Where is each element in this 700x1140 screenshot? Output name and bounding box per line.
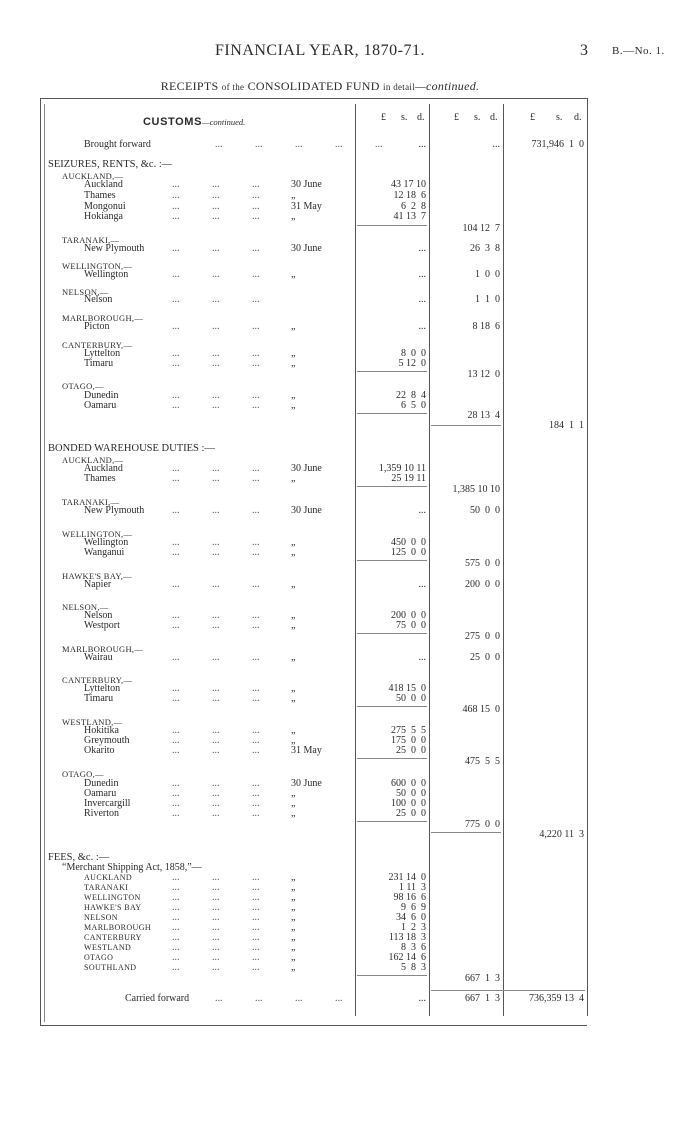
entry-label: Wairau — [84, 652, 113, 663]
subtotal-rule — [357, 371, 427, 372]
amount-col1: 418 15 0 — [388, 683, 426, 694]
entry-label: Nelson — [84, 610, 113, 621]
leader-dots: ... ... ... — [172, 652, 260, 663]
date-cell: „ — [291, 652, 296, 663]
leader-dots: ... ... ... — [172, 620, 260, 631]
subtotal-rule — [357, 225, 427, 226]
date-cell: „ — [291, 942, 296, 953]
entry-label: CANTERBURY — [84, 933, 142, 942]
amount-col1: 9 6 9 — [401, 902, 426, 913]
leader-dots: ... ... ... — [172, 547, 260, 558]
leader-dots: ... ... ... — [172, 882, 260, 893]
amount-col1: 50 0 0 — [396, 693, 426, 704]
entry-label: WESTLAND — [84, 943, 132, 952]
entry-label: MARLBOROUGH — [84, 923, 152, 932]
subtotal-rule — [357, 413, 427, 414]
amount-col1: 125 0 0 — [391, 547, 426, 558]
subtotal-rule — [357, 560, 427, 561]
leader-dots: ... ... ... — [172, 505, 260, 516]
amount-col1: 5 12 0 — [398, 358, 426, 369]
amount-col1: ... — [418, 243, 426, 254]
subtitle-part-d: in detail — [383, 82, 415, 92]
page-title: FINANCIAL YEAR, 1870-71. — [215, 42, 425, 59]
date-cell: „ — [291, 547, 296, 558]
date-cell: „ — [291, 932, 296, 943]
amount-col1: ... — [418, 579, 426, 590]
province-heading: AUCKLAND,— — [62, 455, 124, 465]
date-cell: 30 June — [291, 179, 322, 190]
category-heading: BONDED WAREHOUSE DUTIES :— — [48, 443, 215, 454]
amount-col1: 175 0 0 — [391, 735, 426, 746]
amount-col1: ... — [418, 505, 426, 516]
subtitle-part-a: RECEIPTS — [160, 79, 219, 93]
leader-dots: ... ... ... — [172, 912, 260, 923]
leader-dots: ... ... ... — [172, 808, 260, 819]
date-cell: „ — [291, 620, 296, 631]
category-heading: SEIZURES, RENTS, &c. :— — [48, 159, 173, 170]
date-cell: 30 June — [291, 463, 322, 474]
amount-col1: ... — [418, 139, 426, 150]
province-heading: OTAGO,— — [62, 381, 104, 391]
leader-dots: ... ... ... — [172, 798, 260, 809]
entry-label: NELSON — [84, 913, 118, 922]
date-cell: „ — [291, 872, 296, 883]
date-cell: 31 May — [291, 745, 322, 756]
province-heading: WELLINGTON,— — [62, 529, 133, 539]
amount-col1: 6 2 8 — [401, 201, 426, 212]
entry-label: Hokianga — [84, 211, 123, 222]
date-cell: „ — [291, 902, 296, 913]
subtotal-rule — [357, 706, 427, 707]
amount-col2: 275 0 0 — [465, 631, 500, 642]
amount-col3: 4,220 11 3 — [539, 829, 584, 840]
amount-col2: 26 3 8 — [470, 243, 500, 254]
province-heading: TARANAKI,— — [62, 235, 120, 245]
entry-label: TARANAKI — [84, 883, 129, 892]
leader-dots: ... ... ... — [172, 725, 260, 736]
amount-col1: 75 0 0 — [396, 620, 426, 631]
leader-dots: ... ... ... — [172, 942, 260, 953]
date-cell: „ — [291, 473, 296, 484]
amount-col2: 28 13 4 — [467, 410, 500, 421]
leader-dots: ... ... ... — [172, 902, 260, 913]
entry-label: OTAGO — [84, 953, 114, 962]
amount-col1: 275 5 5 — [391, 725, 426, 736]
amount-col3: 731,946 1 0 — [531, 139, 584, 150]
entry-label: Dunedin — [84, 778, 119, 789]
leader-dots: ... ... ... — [172, 693, 260, 704]
province-heading: WESTLAND,— — [62, 717, 123, 727]
subtotal-rule — [357, 758, 427, 759]
amount-col1: 6 5 0 — [401, 400, 426, 411]
entry-label: Auckland — [84, 463, 123, 474]
province-heading: MARLBOROUGH,— — [62, 313, 144, 323]
col3-shillings: s. — [556, 112, 563, 123]
province-heading: HAWKE'S BAY,— — [62, 571, 132, 581]
entry-label: Wellington — [84, 269, 129, 280]
entry-label: Riverton — [84, 808, 119, 819]
date-cell: „ — [291, 922, 296, 933]
entry-label: Thames — [84, 190, 116, 201]
province-heading: NELSON,— — [62, 287, 109, 297]
amount-col1: 98 16 6 — [393, 892, 426, 903]
subtitle-part-b: of the — [221, 82, 245, 92]
entry-label: AUCKLAND — [84, 873, 133, 882]
subtitle-part-c: CONSOLIDATED FUND — [247, 79, 380, 93]
entry-label: Mongonui — [84, 201, 126, 212]
subtotal-rule — [357, 975, 427, 976]
leader-dots: ... ... ... — [172, 463, 260, 474]
amount-col1: 450 0 0 — [391, 537, 426, 548]
amount-col2: 468 15 0 — [462, 704, 500, 715]
leader-dots: ... ... ... — [172, 872, 260, 883]
column-rule-1 — [355, 104, 356, 1016]
leader-dots: ... ... ... — [172, 735, 260, 746]
entry-label: Napier — [84, 579, 112, 590]
date-cell: „ — [291, 952, 296, 963]
table-left-border — [40, 98, 41, 1026]
col1-pence: d. — [417, 112, 425, 123]
table-right-border — [587, 98, 588, 1016]
province-heading: CANTERBURY,— — [62, 340, 133, 350]
amount-col1: 1 11 3 — [398, 882, 426, 893]
date-cell: 30 June — [291, 505, 322, 516]
province-heading: CANTERBURY,— — [62, 675, 133, 685]
amount-col2: 25 0 0 — [470, 652, 500, 663]
inner-left-rule — [44, 104, 45, 1022]
amount-col2: 104 12 7 — [462, 223, 500, 234]
document-reference: B.—No. 1. — [612, 45, 665, 57]
entry-label: Lyttelton — [84, 683, 121, 694]
amount-col1: 25 19 11 — [391, 473, 426, 484]
date-cell: „ — [291, 211, 296, 222]
entry-label: “Merchant Shipping Act, 1858,”— — [62, 862, 202, 873]
leader-dots: ... ... ... — [172, 390, 260, 401]
entry-label: Westport — [84, 620, 120, 631]
amount-col1: 41 13 7 — [393, 211, 426, 222]
entry-label: Oamaru — [84, 788, 117, 799]
col2-pounds: £ — [454, 112, 459, 123]
subtotal-rule — [357, 821, 427, 822]
leader-dots: ... ... ... — [172, 294, 260, 305]
province-heading: MARLBOROUGH,— — [62, 644, 144, 654]
amount-col1: 1 2 3 — [401, 922, 426, 933]
col1-pounds: £ — [381, 112, 386, 123]
leader-dots: ... ... ... — [172, 321, 260, 332]
leader-dots: ... ... ... — [172, 952, 260, 963]
leader-dots: ... ... ... — [172, 211, 260, 222]
entry-label: Nelson — [84, 294, 113, 305]
leader-dots: ... ... ... ... ... — [215, 139, 383, 150]
amount-col1: ... — [418, 269, 426, 280]
col2-pence: d. — [490, 112, 498, 123]
province-heading: TARANAKI,— — [62, 497, 120, 507]
amount-col1: 43 17 10 — [391, 179, 426, 190]
entry-label: Oamaru — [84, 400, 117, 411]
amount-col3: 736,359 13 4 — [529, 993, 584, 1004]
entry-label: Picton — [84, 321, 110, 332]
amount-col1: ... — [418, 321, 426, 332]
entry-label: WELLINGTON — [84, 893, 141, 902]
date-cell: „ — [291, 321, 296, 332]
date-cell: „ — [291, 348, 296, 359]
col1-shillings: s. — [401, 112, 408, 123]
entry-label: HAWKE'S BAY — [84, 903, 142, 912]
date-cell: „ — [291, 735, 296, 746]
amount-col2: 50 0 0 — [470, 505, 500, 516]
entry-label: Okarito — [84, 745, 115, 756]
date-cell: „ — [291, 390, 296, 401]
province-heading: NELSON,— — [62, 602, 109, 612]
amount-col1: 113 18 3 — [388, 932, 426, 943]
date-cell: „ — [291, 798, 296, 809]
leader-dots: ... ... ... — [172, 190, 260, 201]
entry-label: Thames — [84, 473, 116, 484]
subtotal-rule — [431, 425, 501, 426]
date-cell: „ — [291, 962, 296, 973]
subtitle-part-e: —continued. — [415, 79, 480, 93]
date-cell: „ — [291, 788, 296, 799]
amount-col1: 22 8 4 — [396, 390, 426, 401]
date-cell: „ — [291, 912, 296, 923]
amount-col1: ... — [418, 652, 426, 663]
amount-col1: ... — [418, 294, 426, 305]
date-cell: „ — [291, 269, 296, 280]
amount-col2: 200 0 0 — [465, 579, 500, 590]
date-cell: „ — [291, 693, 296, 704]
date-cell: „ — [291, 725, 296, 736]
amount-col2: 13 12 0 — [467, 369, 500, 380]
leader-dots: ... ... ... — [172, 745, 260, 756]
entry-label: Greymouth — [84, 735, 130, 746]
amount-col2: 667 1 3 — [465, 973, 500, 984]
leader-dots: ... ... ... — [172, 610, 260, 621]
col2-shillings: s. — [474, 112, 481, 123]
province-heading: AUCKLAND,— — [62, 171, 124, 181]
amount-col1: 8 3 6 — [401, 942, 426, 953]
leader-dots: ... ... ... — [172, 179, 260, 190]
amount-col2: 1,385 10 10 — [452, 484, 500, 495]
amount-col2: 575 0 0 — [465, 558, 500, 569]
leader-dots: ... ... ... — [172, 788, 260, 799]
column-rule-2 — [429, 104, 430, 1016]
table-bottom-rule — [40, 1025, 587, 1026]
leader-dots: ... ... ... — [172, 358, 260, 369]
leader-dots: ... ... ... — [172, 269, 260, 280]
amount-col2: 8 18 6 — [472, 321, 500, 332]
amount-col2: 775 0 0 — [465, 819, 500, 830]
section-heading-note: —continued. — [202, 117, 246, 127]
amount-col1: 231 14 0 — [388, 872, 426, 883]
amount-col1: 25 0 0 — [396, 808, 426, 819]
leader-dots: ... ... ... — [172, 892, 260, 903]
entry-label: Wanganui — [84, 547, 125, 558]
entry-label: Timaru — [84, 693, 114, 704]
page-number: 3 — [580, 42, 589, 59]
amount-col1: 200 0 0 — [391, 610, 426, 621]
amount-col1: 600 0 0 — [391, 778, 426, 789]
date-cell: „ — [291, 537, 296, 548]
entry-label: Hokitika — [84, 725, 119, 736]
date-cell: „ — [291, 610, 296, 621]
leader-dots: ... ... ... — [172, 201, 260, 212]
amount-col1: 12 18 6 — [393, 190, 426, 201]
amount-col1: 162 14 6 — [388, 952, 426, 963]
province-heading: WELLINGTON,— — [62, 261, 133, 271]
table-top-rule — [40, 98, 587, 99]
amount-col2: 1 1 0 — [475, 294, 500, 305]
entry-label: Brought forward — [84, 139, 151, 150]
date-cell: 31 May — [291, 201, 322, 212]
date-cell: „ — [291, 683, 296, 694]
entry-label: Lyttelton — [84, 348, 121, 359]
entry-label: Carried forward — [125, 993, 190, 1004]
entry-label: New Plymouth — [84, 243, 145, 254]
date-cell: 30 June — [291, 243, 322, 254]
amount-col1: 100 0 0 — [391, 798, 426, 809]
subtotal-rule — [431, 832, 501, 833]
entry-label: Timaru — [84, 358, 114, 369]
leader-dots: ... ... ... — [172, 683, 260, 694]
amount-col2: 475 5 5 — [465, 756, 500, 767]
leader-dots: ... ... ... — [172, 243, 260, 254]
leader-dots: ... ... ... — [172, 962, 260, 973]
leader-dots: ... ... ... — [172, 537, 260, 548]
amount-col2: ... — [492, 139, 500, 150]
amount-col1: 25 0 0 — [396, 745, 426, 756]
entry-label: New Plymouth — [84, 505, 145, 516]
entry-label: SOUTHLAND — [84, 963, 137, 972]
amount-col2: 1 0 0 — [475, 269, 500, 280]
date-cell: „ — [291, 190, 296, 201]
leader-dots: ... ... ... — [172, 932, 260, 943]
leader-dots: ... ... ... — [172, 348, 260, 359]
amount-col1: 8 0 0 — [401, 348, 426, 359]
date-cell: „ — [291, 808, 296, 819]
entry-label: Wellington — [84, 537, 129, 548]
amount-col3: 184 1 1 — [549, 420, 584, 431]
entry-label: Auckland — [84, 179, 123, 190]
entry-label: Dunedin — [84, 390, 119, 401]
leader-dots: ... ... ... — [172, 473, 260, 484]
col3-pounds: £ — [530, 112, 535, 123]
subtotal-rule — [431, 990, 585, 991]
table-subtitle — [0, 79, 640, 94]
column-rule-3 — [503, 104, 504, 1016]
subtotal-rule — [357, 633, 427, 634]
amount-col1: 50 0 0 — [396, 788, 426, 799]
date-cell: „ — [291, 892, 296, 903]
col3-pence: d. — [574, 112, 582, 123]
amount-col1: 5 8 3 — [401, 962, 426, 973]
category-heading: FEES, &c. :— — [48, 852, 110, 863]
date-cell: „ — [291, 400, 296, 411]
section-heading: CUSTOMS—continued. — [143, 116, 246, 128]
subtotal-rule — [357, 486, 427, 487]
date-cell: „ — [291, 882, 296, 893]
leader-dots: ... ... ... — [172, 579, 260, 590]
leader-dots: ... ... ... ... — [215, 993, 343, 1004]
leader-dots: ... ... ... — [172, 922, 260, 933]
leader-dots: ... ... ... — [172, 400, 260, 411]
amount-col1: ... — [418, 993, 426, 1004]
amount-col2: 667 1 3 — [465, 993, 500, 1004]
date-cell: „ — [291, 579, 296, 590]
date-cell: 30 June — [291, 778, 322, 789]
entry-label: Invercargill — [84, 798, 131, 809]
leader-dots: ... ... ... — [172, 778, 260, 789]
date-cell: „ — [291, 358, 296, 369]
province-heading: OTAGO,— — [62, 769, 104, 779]
amount-col1: 34 6 0 — [396, 912, 426, 923]
amount-col1: 1,359 10 11 — [378, 463, 426, 474]
